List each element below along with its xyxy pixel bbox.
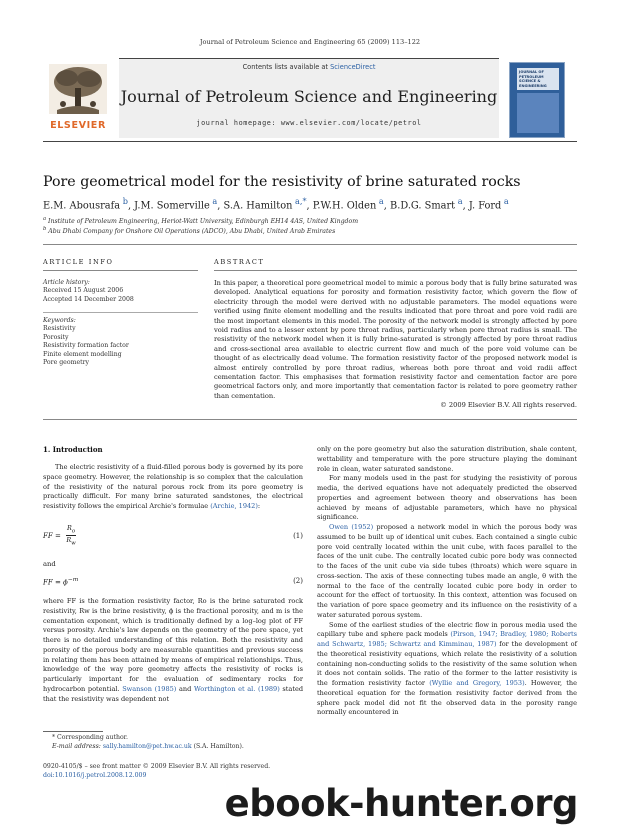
subscript: w [71, 540, 76, 547]
author-separator: , [306, 200, 313, 212]
affiliation-mark[interactable]: a [501, 196, 509, 206]
symbol: R [67, 524, 72, 532]
keywords-label: Keywords: [43, 317, 76, 324]
paragraph-text: for the development of the theoretical resistivity equations, which relate the resistivity of a solution containing non-conducting solids to the resistivity of the same solution when it does not contain solids. The ratio of the former to the latter resistivity is the formation resistivity factor [317, 640, 577, 687]
article-history [43, 279, 198, 304]
paragraph-text: stated that the resistivity was dependent not [43, 684, 304, 703]
equation-2 [43, 577, 303, 586]
introduction-heading: 1. Introduction [43, 445, 103, 454]
keywords-block [43, 317, 198, 367]
fraction-numerator [66, 524, 76, 536]
keyword: Resistivity [43, 325, 76, 333]
paragraph-text: and [176, 684, 194, 693]
paragraph [317, 523, 577, 621]
paragraph-text: The electric resistivity of a fluid-filled porous body is governed by its pore space geometry. However, the relationship is so complex that the calculation of the resistivity of the natural porous rock from its pore geometry is practically difficult. For many brine saturated sandstones, the electrical resistivity follows the empirical Archie's formulae [43, 463, 303, 510]
right-column [317, 445, 577, 718]
journal-homepage-link[interactable]: journal homepage: www.elsevier.com/locate/petrol [196, 119, 422, 127]
email-note [52, 743, 244, 750]
affiliation-mark[interactable]: a [376, 196, 384, 206]
paragraph [43, 463, 303, 512]
cover-line: PETROLEUM [519, 74, 544, 79]
author-name[interactable]: B.D.G. Smart [390, 200, 456, 212]
fraction-denominator [66, 536, 76, 547]
citation-link[interactable]: (Archie, 1942) [210, 502, 258, 510]
email-suffix: (S.A. Hamilton). [191, 743, 244, 750]
keyword: Resistivity formation factor [43, 342, 129, 350]
author-name[interactable]: S.A. Hamilton [223, 200, 293, 212]
sciencedirect-link[interactable]: ScienceDirect [330, 63, 376, 71]
author-name[interactable]: P.W.H. Olden [312, 200, 377, 212]
equation-text: FF = ϕ [43, 578, 68, 587]
author-separator: , [383, 200, 390, 212]
abstract-heading: ABSTRACT [214, 258, 265, 266]
affiliation-mark[interactable]: a [209, 196, 218, 206]
equation-connector: and [43, 560, 56, 568]
abstract-copyright: © 2009 Elsevier B.V. All rights reserved. [440, 401, 577, 409]
doi-link[interactable]: doi:10.1016/j.petrol.2008.12.009 [43, 772, 147, 779]
contents-line [119, 63, 499, 71]
citation-link[interactable]: (Pirson, 1947; Bradley, 1980; Roberts and Schwartz, 1985; Schwartz and Kimminau, 1987) [317, 630, 577, 648]
cover-image [517, 93, 559, 133]
cover-line: ENGINEERING [519, 83, 547, 88]
elsevier-tree-icon [49, 64, 107, 114]
equation-1 [43, 524, 303, 548]
affiliation-mark[interactable]: a,* [292, 196, 307, 206]
email-label: E-mail address: [52, 743, 103, 750]
paragraph [43, 597, 303, 704]
author-separator: , [462, 200, 469, 212]
abstract-bottom-rule [43, 419, 577, 420]
contents-prefix: Contents lists available at [242, 63, 331, 71]
cover-title-block [517, 68, 559, 90]
affiliation-mark[interactable]: a [455, 196, 463, 206]
paragraph [317, 621, 577, 719]
left-column-bottom [43, 597, 303, 704]
citation-link[interactable]: Owen (1952) [329, 523, 374, 531]
footnote-rule [43, 731, 103, 732]
affiliation-letter: a [43, 216, 47, 222]
author-name[interactable]: J.M. Somerville [134, 200, 210, 212]
elsevier-wordmark: ELSEVIER [50, 120, 106, 131]
received-date: Received 15 August 2006 [43, 287, 124, 295]
subscript: o [71, 528, 76, 535]
author-separator: , [127, 200, 135, 212]
paragraph-text: where FF is the formation resistivity factor, Ro is the brine saturated rock resistivity, Rw is the brine resistivity, ϕ is the fractional porosity, and m is the cementation exponent, which is traditionally defined by a log–log plot of FF versus porosity. Archie's law depends on the geometry of the pore space, yet there is no detailed understanding of this relation. Both the resistivity and porosity of the porous body are measurable quantities and previous success in relating them has been attained by means of empirical relationships. Thus, knowledge of the way pore geometry affects the resistivity of rocks is particularly important for the evaluation of sedimentary rocks for hydrocarbon potential. [43, 597, 303, 693]
citation-link[interactable]: (Wyllie and Gregory, 1953) [429, 679, 525, 687]
abstract-rule [214, 270, 577, 271]
accepted-date: Accepted 14 December 2008 [43, 295, 134, 303]
equation-exponent: −m [67, 577, 79, 583]
watermark-text: ebook-hunter.org [224, 782, 578, 825]
keywords-rule [43, 312, 198, 313]
author-separator: , [217, 200, 224, 212]
keyword: Pore geometry [43, 359, 90, 367]
corresponding-author-note: * Corresponding author. [52, 734, 128, 741]
front-matter-note: 0920-4105/$ – see front matter © 2009 Elsevier B.V. All rights reserved. [43, 763, 271, 770]
paragraph-text: proposed a network model in which the porous body was assumed to be built up of identical unit cubes. Each contained a single cubic pore void centrally located within the unit cube, with faces parallel to the faces of the unit cube. The centrally located cubic pore body was connected to the faces of the unit cube via side tubes (throats) which were square in cross-section. The axis of these connecting tubes made an angle, θ with the normal to the face of the centrally located cubic pore body in order to account for the effect of tortuosity. In this context, attention was focused on the variation of pore space geometry and its influence on the resistivity of a water saturated porous system. [317, 523, 577, 619]
paragraph-text: : [257, 502, 261, 510]
keyword: Finite element modelling [43, 350, 122, 358]
article-info-rule [43, 270, 198, 271]
equation-fraction [66, 524, 76, 548]
history-label: Article history: [43, 279, 90, 286]
equation-number: (2) [293, 577, 303, 585]
masthead-center [119, 58, 499, 138]
affiliation-text: Abu Dhabi Company for Onshore Oil Operations (ADCO), Abu Dhabi, United Arab Emirates [46, 228, 336, 236]
article-info-heading: ARTICLE INFO [43, 258, 114, 266]
paragraph-text: Some of the earliest studies of the electric flow in porous media used the capillary tube and sphere pack models [317, 620, 577, 639]
affiliation-text: Institute of Petroleum Engineering, Heriot-Watt University, Edinburgh EH14 4AS, United Kingdom [46, 218, 359, 226]
paragraph-text: . However, the theoretical equation for the formation resistivity factor derived from the sphere pack model did not fit the observed data in the porosity range normally encountered in [317, 679, 577, 717]
affiliation-a [43, 216, 358, 225]
author-list [43, 196, 577, 211]
citation-link[interactable]: Worthington et al. (1989) [193, 684, 280, 693]
running-header: Journal of Petroleum Science and Engineering 65 (2009) 113–122 [199, 38, 421, 46]
cover-line: JOURNAL OF [519, 70, 544, 74]
masthead-rule [43, 141, 577, 142]
journal-cover-thumbnail[interactable] [509, 62, 565, 138]
paragraph: only on the pore geometry but also the saturation distribution, shale content, wettability and temperature with the pore structure playing the dominant role in clean, water saturated sandstone. [317, 445, 577, 473]
author-name[interactable]: J. Ford [468, 200, 502, 212]
cover-line: SCIENCE & [519, 79, 541, 84]
article-title: Pore geometrical model for the resistivity of brine saturated rocks [43, 174, 521, 190]
email-link[interactable]: sally.hamilton@pet.hw.ac.uk [102, 743, 192, 750]
affiliation-mark[interactable]: b [120, 196, 128, 206]
journal-masthead [43, 58, 577, 138]
elsevier-logo[interactable] [43, 62, 113, 138]
equation-lhs: FF = [43, 531, 64, 540]
affiliation-letter: b [43, 226, 47, 232]
author-name[interactable]: E.M. Abousrafa [43, 200, 121, 212]
journal-title: Journal of Petroleum Science and Engineering [120, 87, 498, 106]
equation-number: (1) [293, 532, 303, 540]
keyword: Porosity [43, 333, 69, 341]
header-rule [43, 244, 577, 245]
symbol: R [66, 536, 72, 545]
citation-link[interactable]: Swanson (1985) [122, 684, 177, 693]
left-column-top [43, 463, 303, 512]
paragraph: For many models used in the past for studying the resistivity of porous media, the derived equations have not adequately predicted the observed properties and agreement between theory and observations has been achieved by means of adjustable parameters, which have no physical significance. [317, 474, 577, 522]
abstract-text: In this paper, a theoretical pore geometrical model to mimic a porous body that is fully brine saturated was developed. Analytical equations for porosity and formation resistivity factor, which govern the flow of electricity through the model were derived with no adjustable parameters. The model equations were verified using finite element modelling and the results indicated that pore throat and pore void radii are the most important elements in this model. The porosity of the network model is strongly affected by pore void radius and to a lesser extent by pore throat radius, particularly when pore throat radius is small. The resistivity of the network model when it is fully brine-saturated is strongly affected by pore throat radius and cross-sectional area available to electric current flow and much of the pore void volume can be thought of as electrically dead volume. The formation resistivity factor of the proposed network model is almost entirely controlled by pore throat radius, whereas both pore throat and void radii affect cementation factor. This emphasises that formation resistivity factor and cementation factor are pore geometrical factors only, and more importantly that cementation factor is related to pore geometry rather than cementation. [214, 279, 577, 400]
affiliation-b [43, 226, 335, 235]
